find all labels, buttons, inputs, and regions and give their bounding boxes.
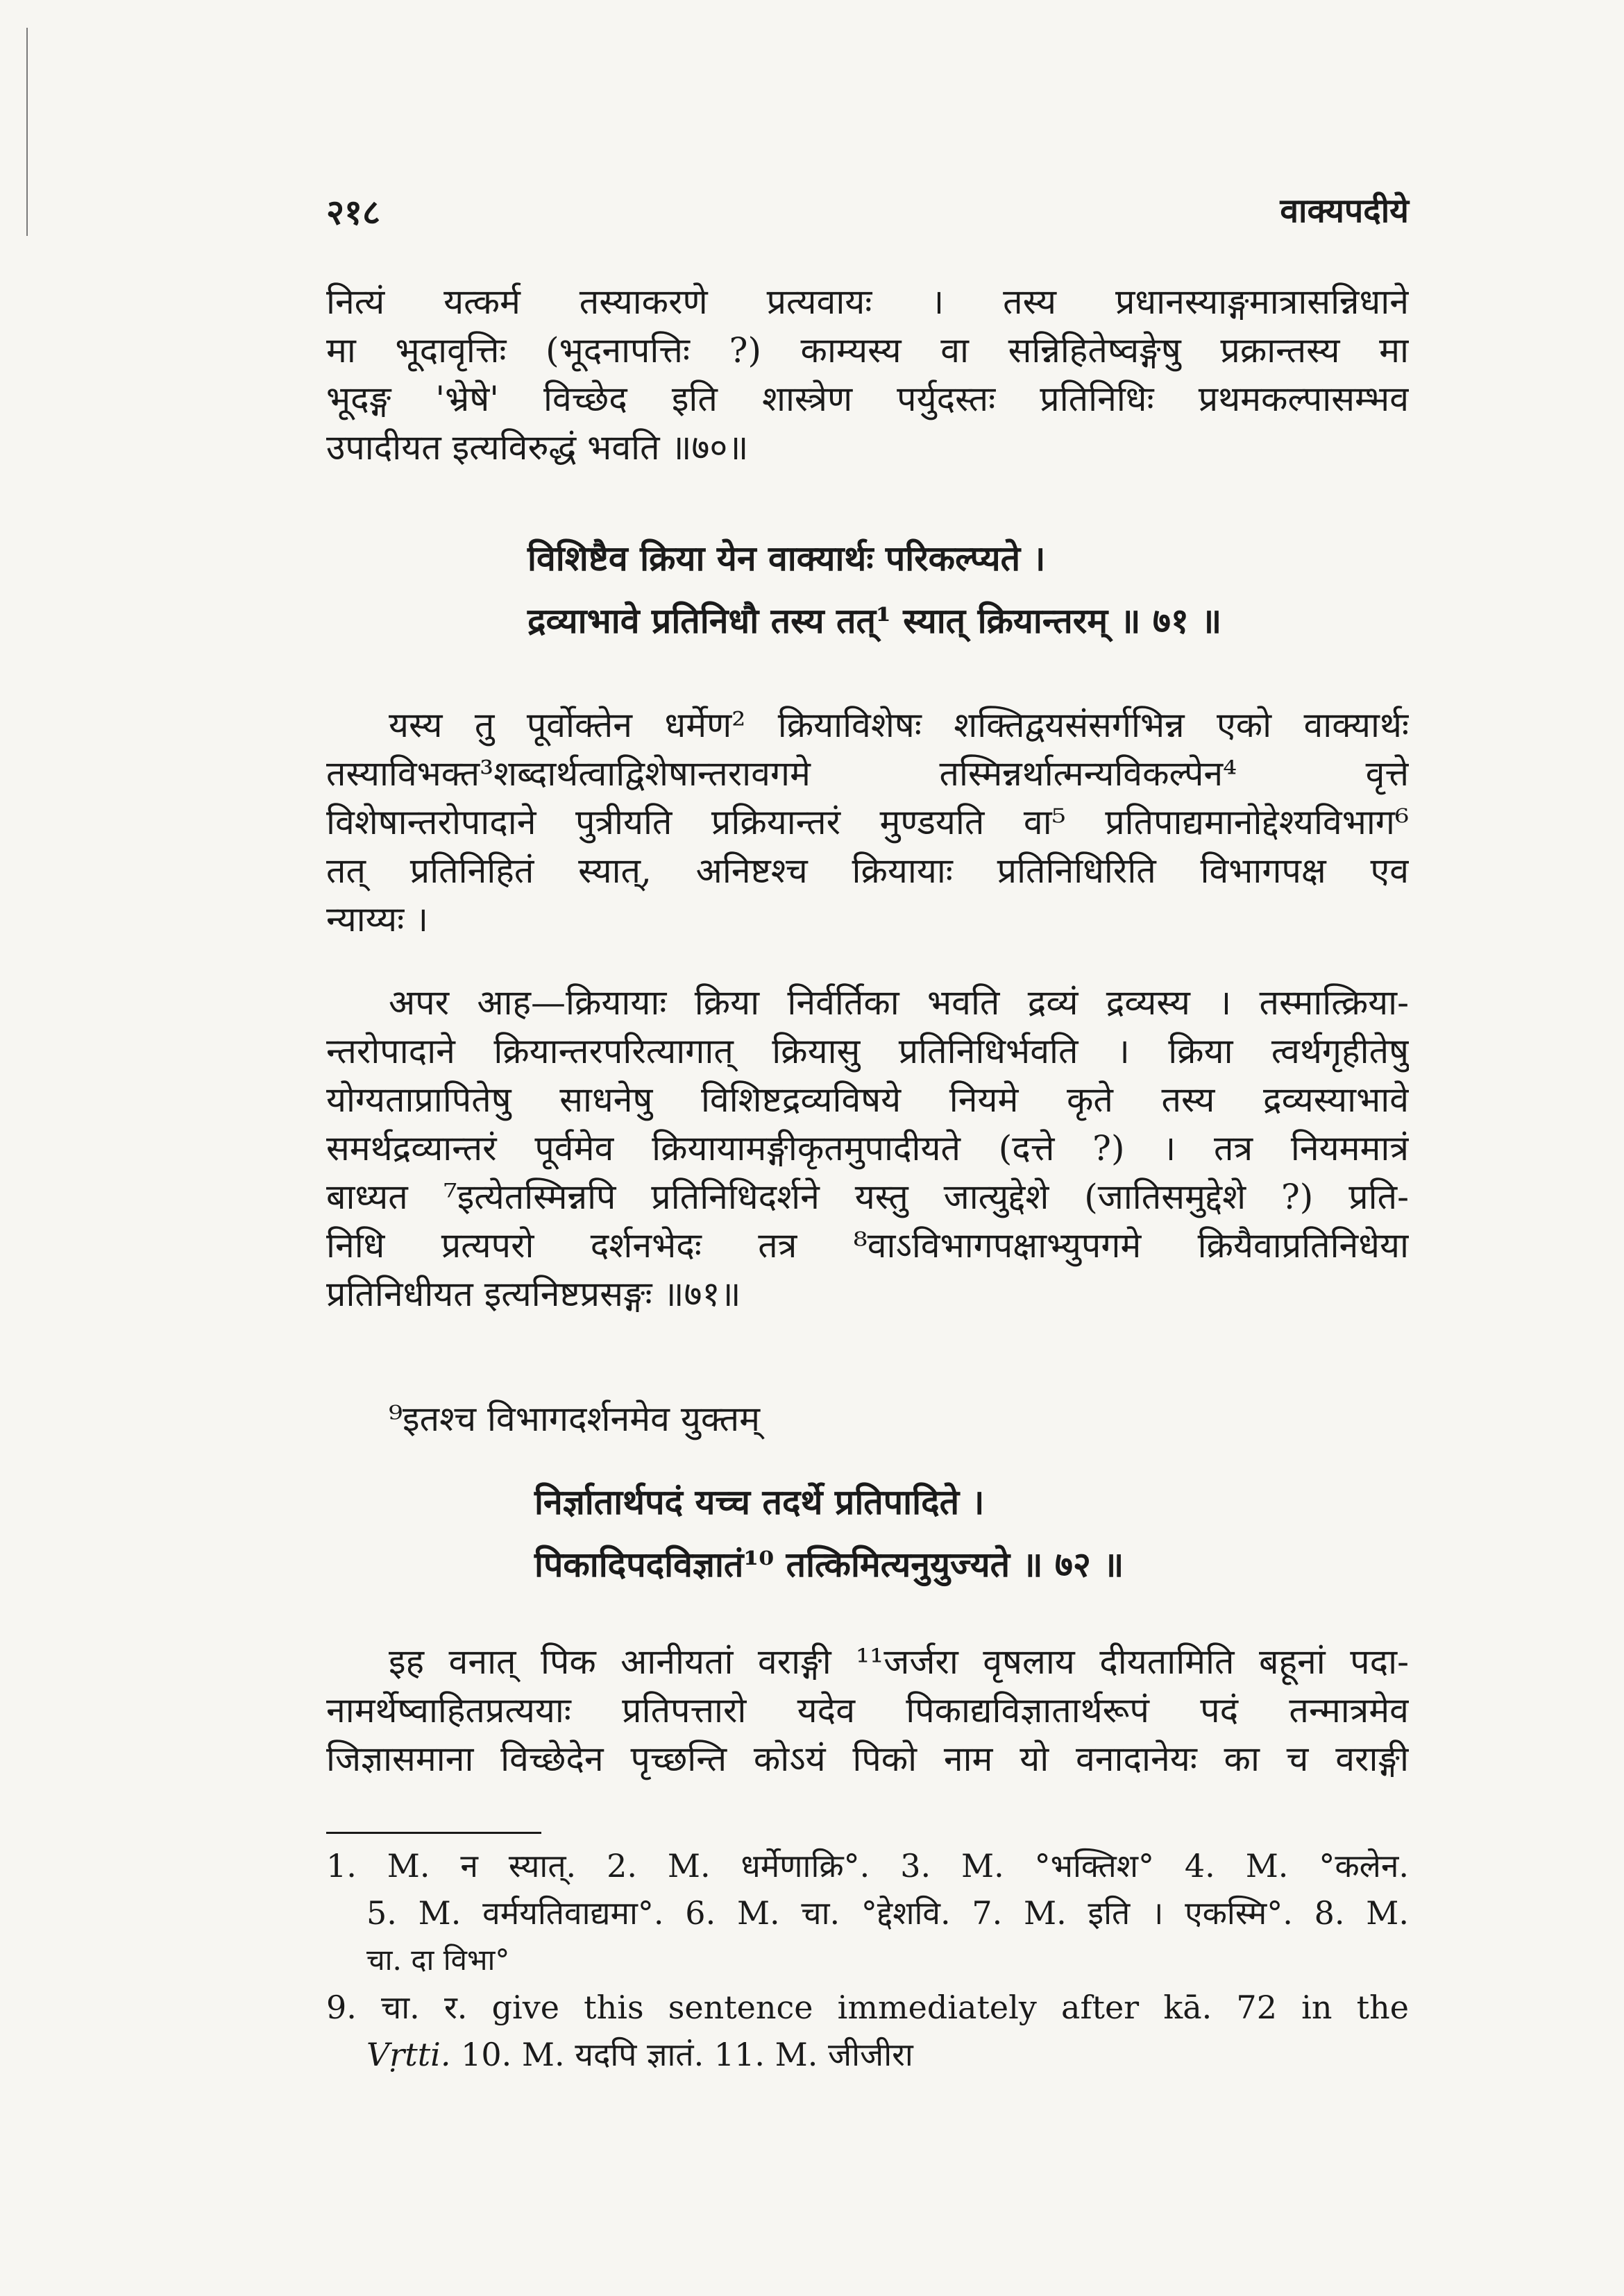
footnote-line: 1. M. न स्यात्. 2. M. धर्मेणाक्रि°. 3. M. °भक्तिश° 4. M. °कलेन. (326, 1847, 1409, 1885)
commentary-paragraph-72 (326, 1638, 1409, 1783)
text-line: नामर्थेष्वाहितप्रत्ययाः प्रतिपत्तारो यदेव पिकाद्यविज्ञातार्थरूपं पदं तन्मात्रमेव (326, 1690, 1409, 1730)
text-line: निधि प्रत्यपरो दर्शनभेदः तत्र ⁸वाऽविभागपक्षाभ्युपगमे क्रियैवाप्रतिनिधेया (326, 1225, 1409, 1266)
text-line: प्रतिनिधीयत इत्यनिष्टप्रसङ्गः ॥७१॥ (326, 1274, 741, 1314)
text-line: अपर आह—क्रियायाः क्रिया निर्वर्तिका भवति द्रव्यं द्रव्यस्य । तस्मात्क्रिया- (389, 983, 1409, 1023)
text-line: भूदङ्ग 'भ्रेषे' विच्छेद इति शास्त्रेण पर्युदस्तः प्रतिनिधिः प्रथमकल्पासम्भव (326, 379, 1409, 419)
text-line: ⁹इतश्च विभागदर्शनमेव युक्तम् (389, 1399, 761, 1439)
footnote-rule (326, 1832, 541, 1834)
footnote-line: 9. चा. र. give this sentence immediately after kā. 72 in the (326, 1989, 1409, 2026)
commentary-paragraph-71b (326, 978, 1409, 1318)
page-edge-line (26, 28, 28, 236)
text-line: मा भूदावृत्तिः (भूदनापत्तिः ?) काम्यस्य वा सन्निहितेष्वङ्गेषु प्रक्रान्तस्य मा (326, 330, 1409, 371)
verse-71-line-1: विशिष्टैव क्रिया येन वाक्यार्थः परिकल्प्यते । (527, 538, 1046, 579)
commentary-paragraph-71a (326, 701, 1409, 944)
page-header (326, 187, 1409, 243)
verse-72-line-1: निर्ज्ञातार्थपदं यच्च तदर्थे प्रतिपादिते । (534, 1481, 985, 1522)
text-line: योग्यताप्रापितेषु साधनेषु विशिष्टद्रव्यविषये नियमे कृते तस्य द्रव्यस्याभावे (326, 1080, 1409, 1120)
footnote-text: 10. M. यदपि ज्ञातं. 11. M. जीजीरा (450, 2036, 913, 2073)
text-line: तस्याविभक्त³शब्दार्थत्वाद्विशेषान्तरावगमे तस्मिन्नर्थात्मन्यविकल्पेन⁴ वृत्ते (326, 754, 1409, 794)
footnote-line: 5. M. वर्मयतिवाद्यमा°. 6. M. चा. °द्देशवि. 7. M. इति । एकस्मि°. 8. M. (366, 1894, 1409, 1932)
commentary-paragraph-70 (326, 278, 1409, 472)
text-line: बाध्यत ⁷इत्येतस्मिन्नपि प्रतिनिधिदर्शने यस्तु जात्युद्देशे (जातिसमुद्देशे ?) प्रति- (326, 1177, 1409, 1217)
text-line: तत् प्रतिनिहितं स्यात्, अनिष्टश्च क्रियायाः प्रतिनिधिरिति विभागपक्ष एव (326, 851, 1409, 891)
intro-verse-72 (326, 1395, 1409, 1443)
verse-71-line-2: द्रव्याभावे प्रतिनिधौ तस्य तत्¹ स्यात् क्रियान्तरम् ॥ ७१ ॥ (527, 600, 1222, 641)
text-line: उपादीयत इत्यविरुद्धं भवति ॥७०॥ (326, 427, 749, 468)
text-line: समर्थद्रव्यान्तरं पूर्वमेव क्रियायामङ्गीकृतमुपादीयते (दत्ते ?) । तत्र नियममात्रं (326, 1128, 1409, 1168)
text-line: न्याय्यः । (326, 899, 429, 939)
text-line: विशेषान्तरोपादाने पुत्रीयति प्रक्रियान्तरं मुण्डयति वा⁵ प्रतिपाद्यमानोद्देश्यविभाग⁶ (326, 802, 1409, 842)
page-number: २१८ (326, 192, 380, 232)
verse-72-line-2: पिकादिपदविज्ञातं¹⁰ तत्किमित्यनुयुज्यते ॥ ७२ ॥ (534, 1544, 1124, 1585)
text-line: न्तरोपादाने क्रियान्तरपरित्यागात् क्रियासु प्रतिनिधिर्भवति । क्रिया त्वर्थगृहीतेषु (326, 1031, 1409, 1071)
footnote-line: चा. दा विभा° (366, 1943, 510, 1977)
text-line: इह वनात् पिक आनीयतां वराङ्गी ¹¹जर्जरा वृषलाय दीयतामिति बहूनां पदा- (389, 1642, 1409, 1682)
text-line: यस्य तु पूर्वोक्तेन धर्मेण² क्रियाविशेषः शक्तिद्वयसंसर्गभिन्न एको वाक्यार्थः (389, 705, 1409, 745)
text-line: नित्यं यत्कर्म तस्याकरणे प्रत्यवायः । तस्य प्रधानस्याङ्गमात्रासन्निधाने (326, 282, 1409, 322)
footnotes (326, 1842, 1409, 2078)
vrtti-italic: Vṛtti. (366, 2036, 451, 2073)
text-line: जिज्ञासमाना विच्छेदेन पृच्छन्ति कोऽयं पिको नाम यो वनादानेयः का च वराङ्गी (326, 1739, 1409, 1779)
running-title: वाक्यपदीये (1280, 192, 1409, 230)
footnote-line (326, 2031, 1409, 2078)
